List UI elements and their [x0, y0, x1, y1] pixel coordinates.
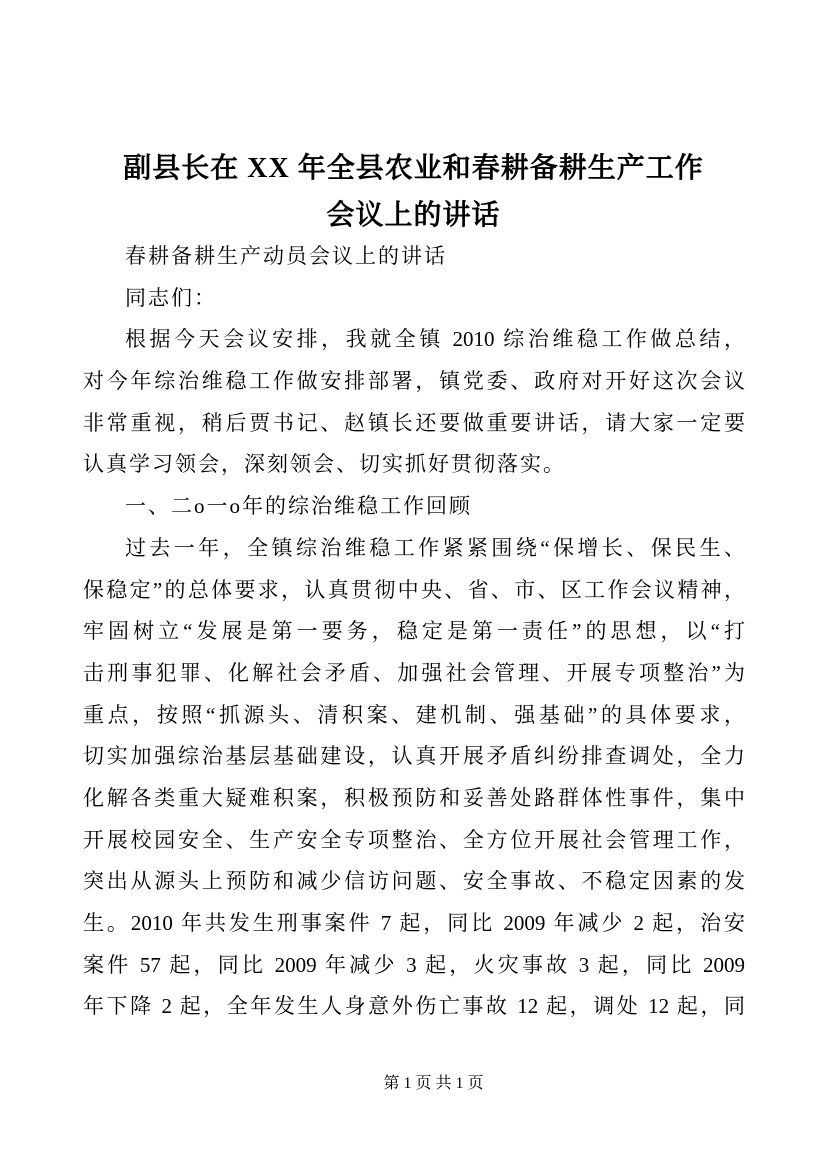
body-line: 牢固树立“发展是第一要务，稳定是第一责任”的思想，以“打: [83, 619, 745, 644]
body-line: 保稳定”的总体要求，认真贯彻中央、省、市、区工作会议精神，: [83, 577, 745, 602]
document-title: [60, 145, 767, 239]
body-line: 根据今天会议安排，我就全镇 2010 综治维稳工作做总结，: [125, 327, 745, 352]
body-line: 春耕备耕生产动员会议上的讲话: [125, 244, 447, 268]
document-title-line-2: 会议上的讲话: [326, 200, 501, 231]
body-line: 击刑事犯罪、化解社会矛盾、加强社会管理、开展专项整治”为: [83, 660, 745, 685]
body-line: 切实加强综治基层基础建设，认真开展矛盾纠纷排查调处，全力: [83, 744, 745, 769]
document-title-line-1: 副县长在 XX 年全县农业和春耕备耕生产工作: [123, 153, 704, 184]
body-line: 认真学习领会，深刻领会、切实抓好贯彻落实。: [83, 452, 566, 477]
body-line: 非常重视，稍后贾书记、赵镇长还要做重要讲话，请大家一定要: [83, 410, 745, 435]
body-line: 案件 57 起，同比 2009 年减少 3 起，火灾事故 3 起，同比 2009: [83, 952, 745, 977]
body-line: 对今年综治维稳工作做安排部署，镇党委、政府对开好这次会议: [83, 369, 745, 394]
body-line: 突出从源头上预防和减少信访问题、安全事故、不稳定因素的发: [83, 869, 745, 894]
body-line: 过去一年，全镇综治维稳工作紧紧围绕“保增长、保民生、: [125, 535, 745, 560]
body-line: 一、二o一o年的综治维稳工作回顾: [125, 494, 472, 519]
body-line: 同志们：: [125, 285, 217, 310]
body-line: 生。2010 年共发生刑事案件 7 起，同比 2009 年减少 2 起，治安: [83, 911, 745, 935]
page-number: 第 1 页 共 1 页: [383, 1075, 484, 1092]
body-line: 年下降 2 起，全年发生人身意外伤亡事故 12 起，调处 12 起，同: [83, 994, 745, 1019]
body-line: 重点，按照“抓源头、清积案、建机制、强基础”的具体要求，: [83, 702, 745, 727]
body-line: 开展校园安全、生产安全专项整治、全方位开展社会管理工作，: [83, 827, 745, 852]
document-body: [83, 236, 745, 1028]
body-line: 化解各类重大疑难积案，积极预防和妥善处路群体性事件，集中: [83, 785, 745, 810]
